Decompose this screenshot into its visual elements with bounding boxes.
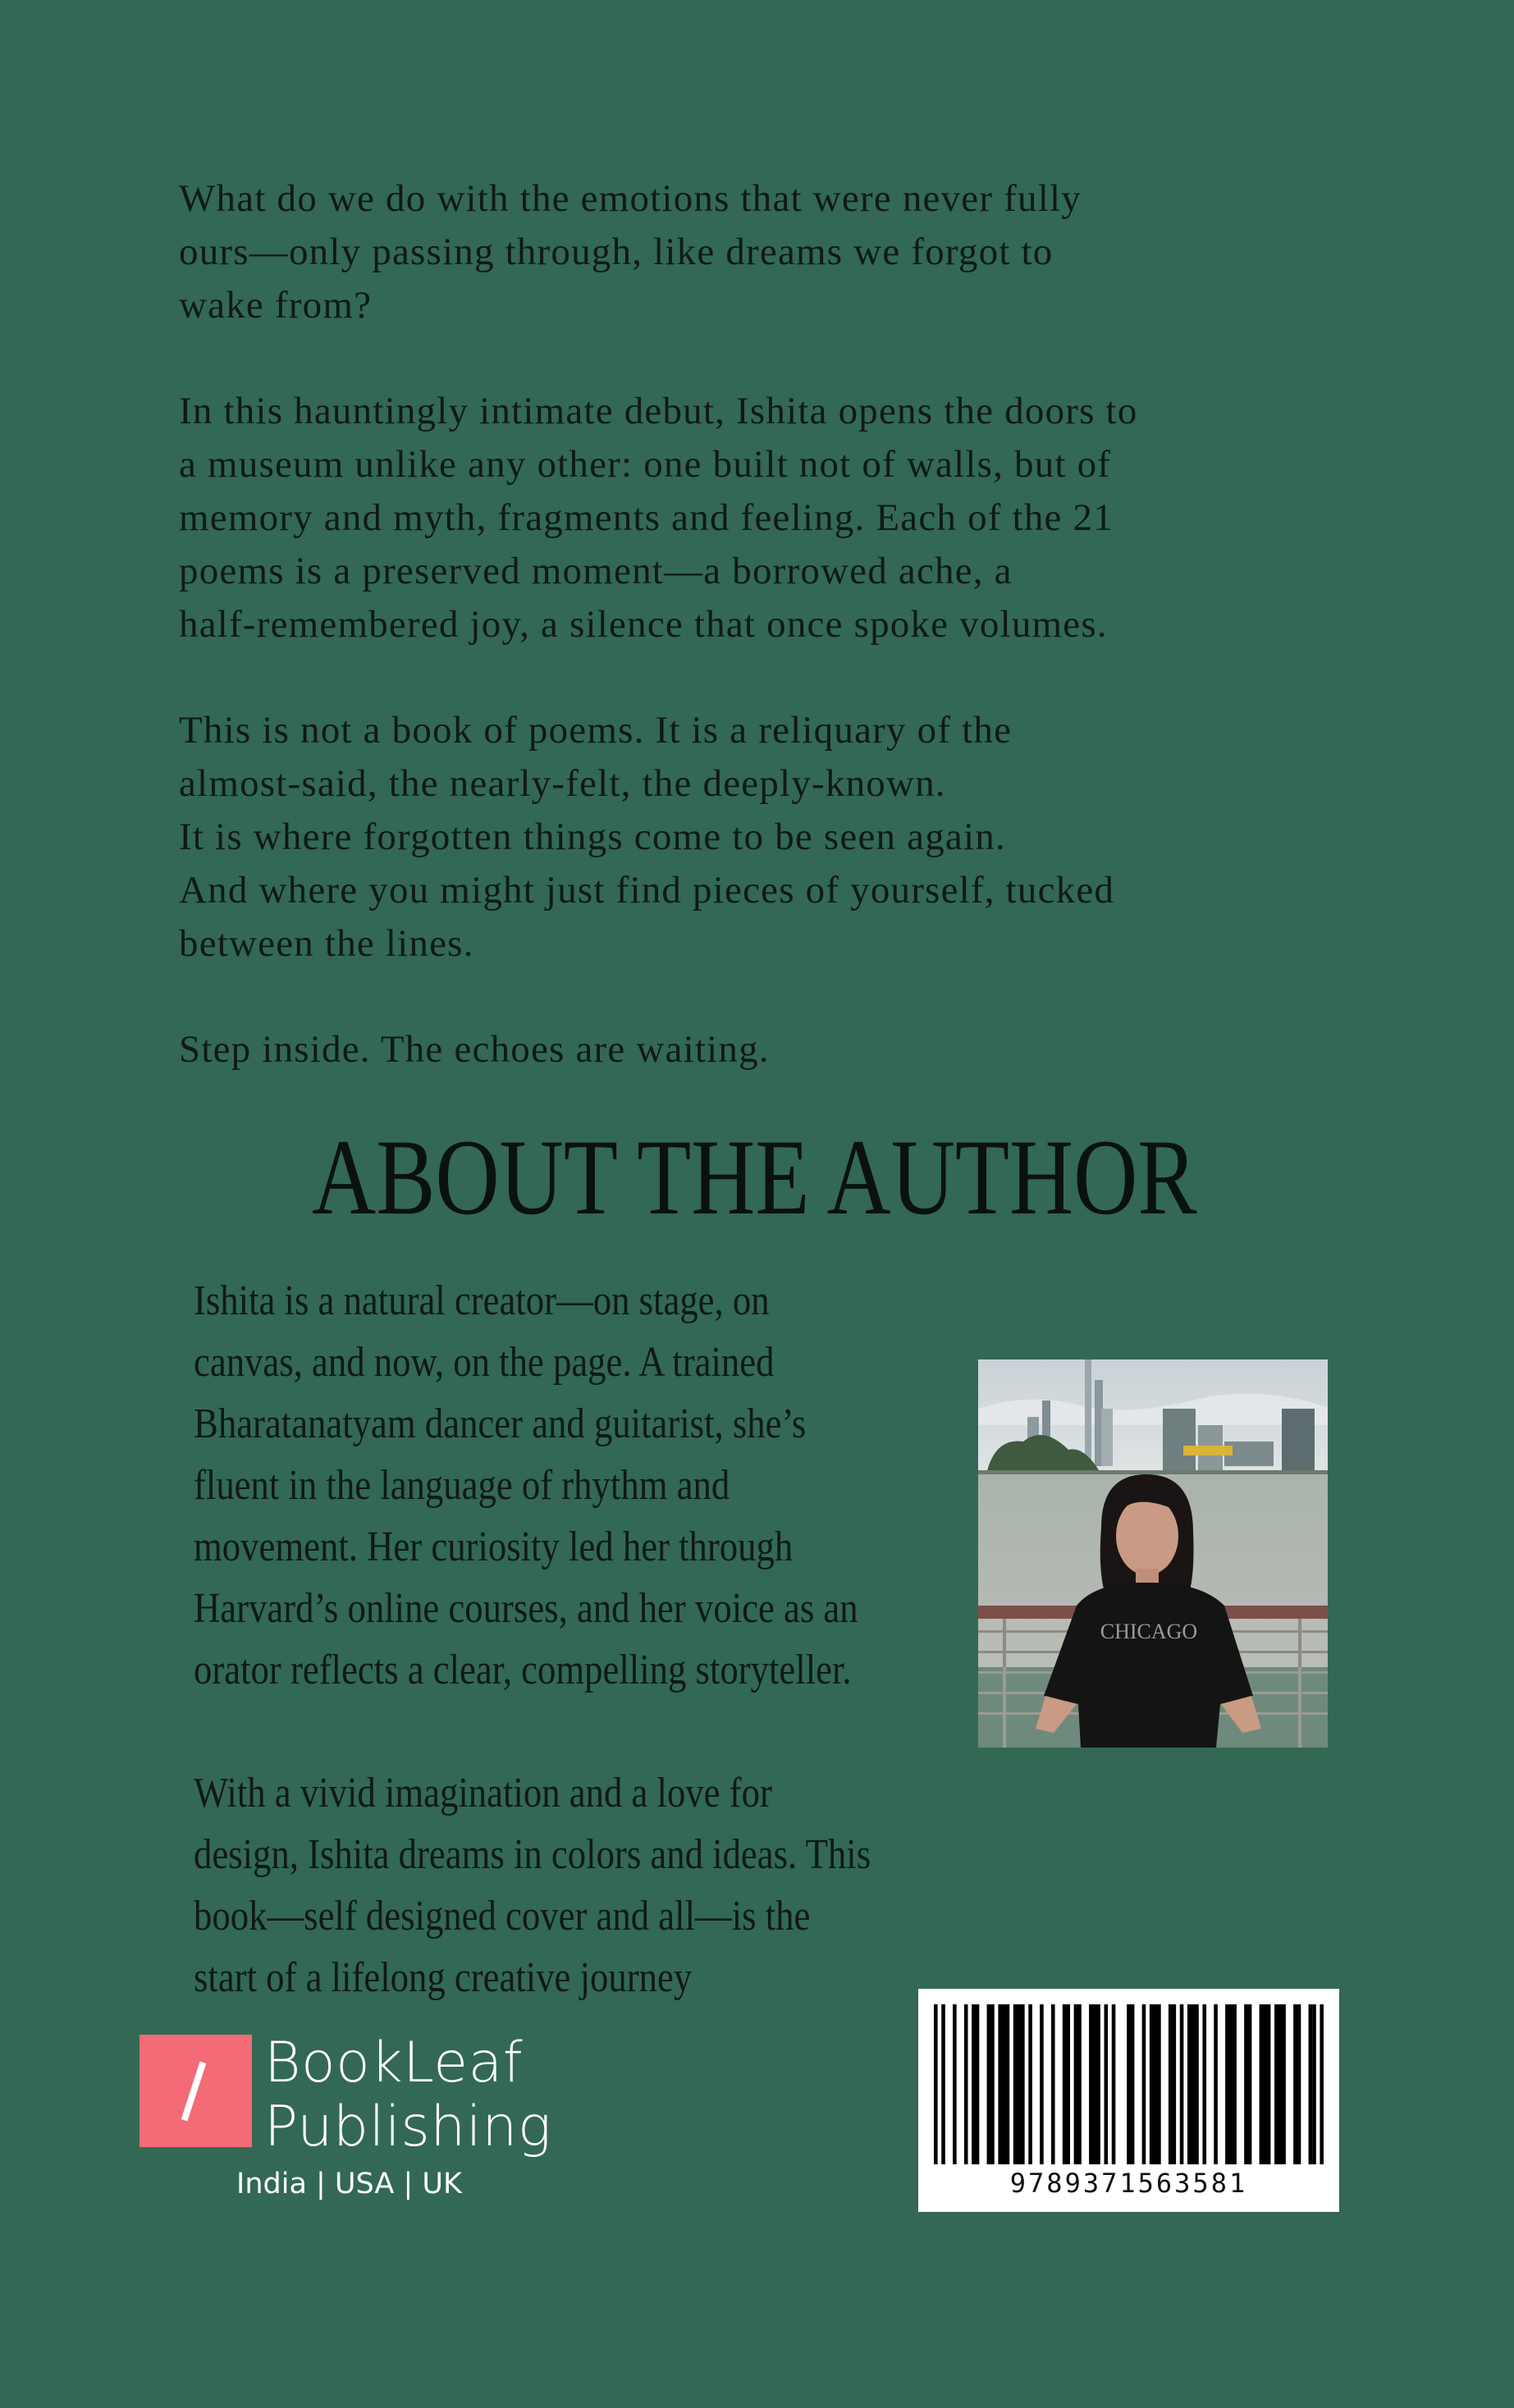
blurb-line: half-remembered joy, a silence that once spoke volumes.	[179, 603, 1108, 646]
bio-line: Harvard’s online courses, and her voice as an	[194, 1585, 858, 1632]
about-the-author-heading: ABOUT THE AUTHOR	[312, 1117, 1197, 1237]
bio-line: canvas, and now, on the page. A trained	[194, 1339, 775, 1386]
bookleaf-slash-icon	[140, 2035, 252, 2147]
barcode-bar	[1063, 2004, 1070, 2164]
blurb-line: What do we do with the emotions that were never fully	[179, 177, 1082, 220]
publisher-name-line-2: Publishing	[264, 2095, 552, 2159]
bio-line: start of a lifelong creative journey	[194, 1954, 693, 2001]
barcode-bar	[1293, 2004, 1301, 2164]
barcode-bar	[998, 2004, 1009, 2164]
blurb-line: poems is a preserved moment—a borrowed ache, a	[179, 550, 1013, 592]
publisher-name	[264, 2031, 609, 2159]
bio-line: orator reflects a clear, compelling storyteller.	[194, 1647, 852, 1693]
blurb-paragraph-4	[179, 1023, 1361, 1076]
barcode-bar	[1312, 2004, 1316, 2164]
barcode-bar	[1169, 2004, 1176, 2164]
isbn-barcode	[918, 1989, 1339, 2212]
barcode-bar	[934, 2004, 938, 2164]
bio-paragraph-1	[194, 1270, 998, 1701]
bio-line: design, Ishita dreams in colors and ideas. This	[194, 1831, 871, 1878]
barcode-bar	[1127, 2004, 1134, 2164]
publisher-name-line-1: BookLeaf	[264, 2031, 524, 2095]
blurb-line: memory and myth, fragments and feeling. Each of the 21	[179, 496, 1114, 539]
barcode-bar	[1180, 2004, 1184, 2164]
bio-line: book—self designed cover and all—is the	[194, 1893, 811, 1940]
blurb-line: And where you might just find pieces of yourself, tucked	[179, 869, 1115, 912]
barcode-bar	[953, 2004, 957, 2164]
blurb-line: ours—only passing through, like dreams we forgot to	[179, 231, 1054, 273]
bio-line: Bharatanatyam dancer and guitarist, she’s	[194, 1400, 807, 1447]
blurb-paragraph-2	[179, 385, 1361, 651]
blurb-line: Step inside. The echoes are waiting.	[179, 1028, 770, 1071]
barcode-bar	[1150, 2004, 1161, 2164]
barcode-bars	[934, 2004, 1324, 2164]
barcode-bar	[1214, 2004, 1218, 2164]
blurb-line: almost-said, the nearly-felt, the deeply-known.	[179, 762, 946, 805]
barcode-bar	[1105, 2004, 1109, 2164]
barcode-bar	[987, 2004, 995, 2164]
blurb-line: It is where forgotten things come to be seen again.	[179, 816, 1006, 858]
blurb-paragraph-3	[179, 704, 1361, 971]
barcode-bar	[1187, 2004, 1199, 2164]
bio-line: movement. Her curiosity led her through	[194, 1524, 794, 1570]
barcode-bar	[964, 2004, 968, 2164]
barcode-bar	[1112, 2004, 1116, 2164]
blurb-paragraph-1	[179, 172, 1361, 332]
bio-paragraph-2	[194, 1762, 998, 2008]
barcode-bar	[1225, 2004, 1237, 2164]
barcode-bar	[1051, 2004, 1055, 2164]
barcode-bar	[1274, 2004, 1286, 2164]
barcode-bar	[1028, 2004, 1032, 2164]
bio-line: fluent in the language of rhythm and	[194, 1462, 730, 1509]
barcode-bar	[941, 2004, 945, 2164]
barcode-bar	[1013, 2004, 1025, 2164]
barcode-bar	[1260, 2004, 1271, 2164]
bio-line: Ishita is a natural creator—on stage, on	[194, 1277, 770, 1324]
barcode-bar	[1089, 2004, 1100, 2164]
blurb-line: This is not a book of poems. It is a reliquary of the	[179, 709, 1013, 752]
blurb-line: a museum unlike any other: one built not of walls, but of	[179, 443, 1112, 486]
barcode-bar	[1320, 2004, 1324, 2164]
isbn-number: 9789371563581	[1009, 2168, 1248, 2199]
blurb-line: In this hauntingly intimate debut, Ishita opens the doors to	[179, 390, 1138, 432]
author-bio	[194, 1270, 998, 2070]
barcode-bar	[1244, 2004, 1251, 2164]
bio-line: With a vivid imagination and a love for	[194, 1770, 772, 1816]
barcode-bar	[1074, 2004, 1082, 2164]
blurb-line: wake from?	[179, 284, 373, 327]
publisher-regions: India | USA | UK	[236, 2168, 462, 2200]
shirt-text: CHICAGO	[1100, 1620, 1198, 1643]
barcode-bar	[1142, 2004, 1146, 2164]
barcode-bar	[1202, 2004, 1206, 2164]
author-photo	[978, 1359, 1328, 1748]
barcode-bar	[1040, 2004, 1044, 2164]
barcode-bar	[1309, 2004, 1313, 2164]
blurb-line: between the lines.	[179, 922, 474, 965]
back-cover-blurb	[179, 172, 1361, 1129]
barcode-bar	[972, 2004, 979, 2164]
